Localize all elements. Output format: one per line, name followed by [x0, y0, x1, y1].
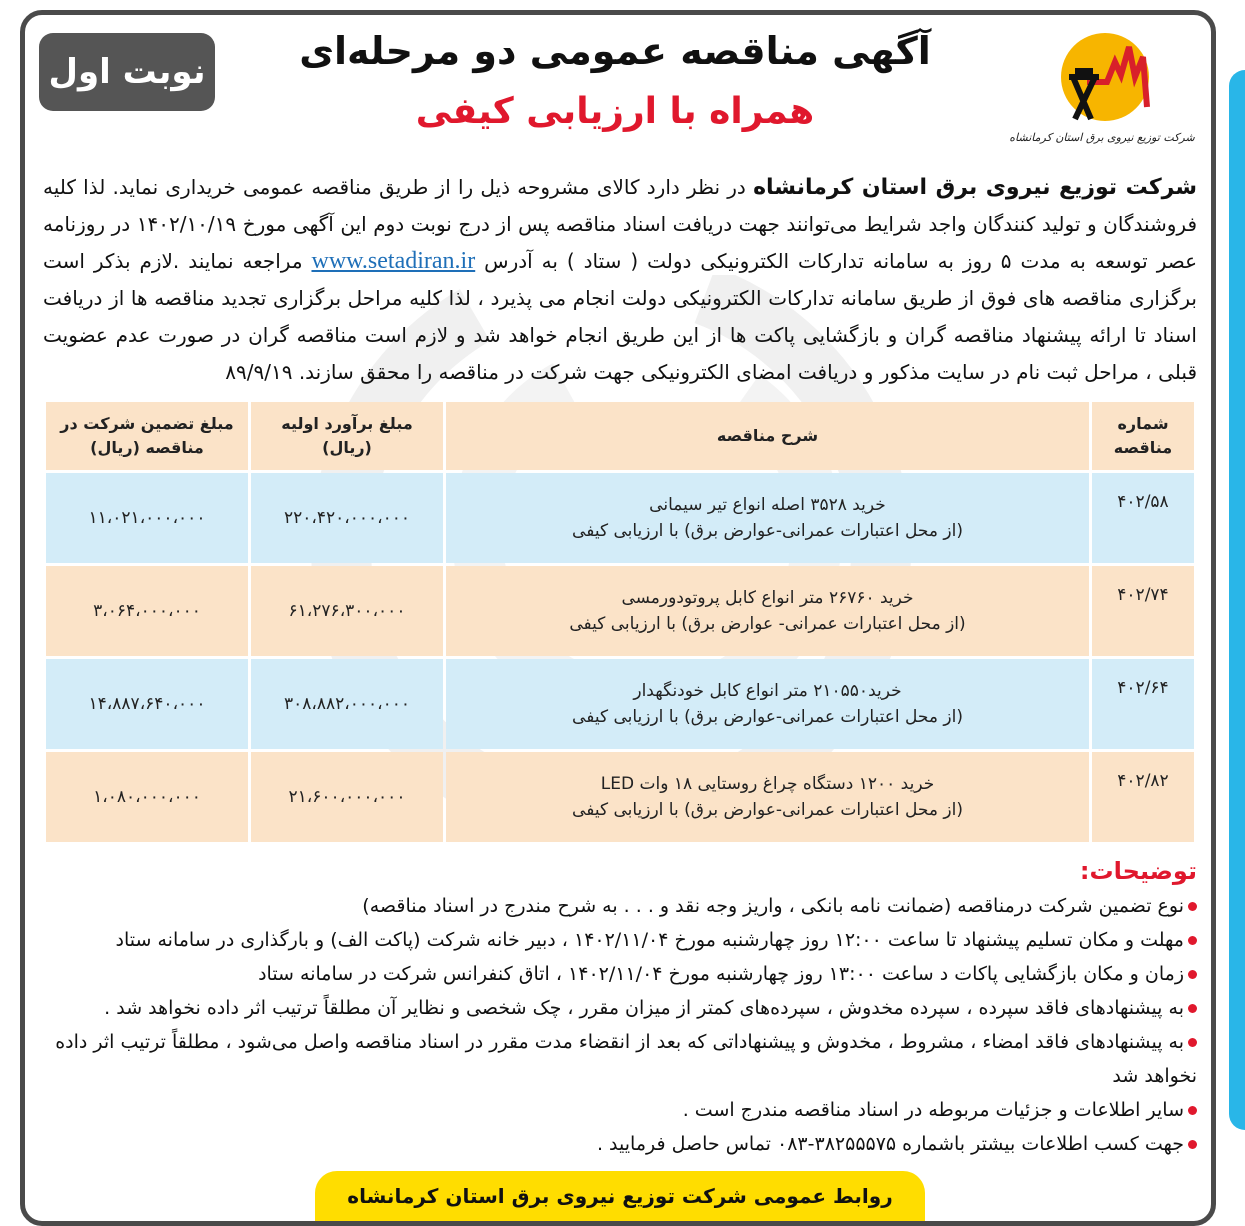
advertisement-frame — [20, 10, 1216, 1226]
tender-description — [446, 473, 1089, 563]
notes-list — [43, 889, 1197, 1161]
note-item — [43, 923, 1197, 957]
page-subtitle: همراه با ارزیابی کیفی — [415, 91, 815, 132]
bullet-icon — [1188, 936, 1197, 945]
description-line-2: (از محل اعتبارات عمرانی-عوارض برق) با ارزیابی کیفی — [572, 707, 963, 727]
note-item — [43, 1093, 1197, 1127]
header-estimate: مبلغ برآورد اولیه (ریال) — [251, 402, 443, 470]
tender-number: ۴۰۲/۷۴ — [1092, 566, 1194, 656]
note-text: نوع تضمین شرکت درمناقصه (ضمانت نامه بانکی ، واریز وجه نقد و . . . به شرح مندرج در اسناد مناقصه) — [362, 895, 1184, 917]
footer-banner: روابط عمومی شرکت توزیع نیروی برق استان کرمانشاه — [315, 1171, 925, 1221]
intro-text-1: در نظر دارد کالای مشروحه ذیل را از طریق مناقصه عمومی خریداری نماید. لذا کلیه فروشندگان و تولید کنندگان واجد شرایط می‌توانند جهت دریافت اسناد مناقصه پس از درج نوبت دوم این آگهی مورخ ۱۴۰۲/۱۰/۱۹ در روزنامه عصر توسعه به مدت ۵ روز به سامانه تدارکات الکترونیکی دولت ( ستاد ) به آدرس — [43, 175, 1198, 273]
company-logo — [1007, 27, 1197, 144]
table-row — [46, 473, 1194, 563]
note-text: مهلت و مکان تسلیم پیشنهاد تا ساعت ۱۲:۰۰ روز چهارشنبه مورخ ۱۴۰۲/۱۱/۰۴ ، دبیر خانه شرکت (پاکت الف) و بارگذاری در سامانه ستاد — [115, 929, 1184, 951]
header-number: شماره مناقصه — [1092, 402, 1194, 470]
decorative-strip-right — [1229, 70, 1245, 1130]
company-name: شرکت توزیع نیروی برق استان کرمانشاه — [753, 175, 1197, 200]
note-text: سایر اطلاعات و جزئیات مربوطه در اسناد مناقصه مندرج است . — [682, 1099, 1184, 1121]
header-guarantee: مبلغ تضمین شرکت در مناقصه (ریال) — [46, 402, 248, 470]
estimate-amount: ۳۰۸،۸۸۲،۰۰۰،۰۰۰ — [251, 659, 443, 749]
bullet-icon — [1188, 970, 1197, 979]
description-line-2: (از محل اعتبارات عمرانی- عوارض برق) با ارزیابی کیفی — [569, 614, 966, 634]
bullet-icon — [1188, 1106, 1197, 1115]
guarantee-amount: ۱،۰۸۰،۰۰۰،۰۰۰ — [46, 752, 248, 842]
description-line-2: (از محل اعتبارات عمرانی-عوارض برق) با ارزیابی کیفی — [572, 800, 963, 820]
intro-text-2: مراجعه نمایند .لازم بذکر است برگزاری مناقصه های فوق از طریق سامانه تدارکات الکترونیکی دولت انجام می پذیرد ، لذا کلیه مراحل برگزاری تجدید مناقصه ها از دریافت اسناد تا ارائه پیشنهاد مناقصه گران و بازگشایی پاکت ها از این طریق انجام خواهد شد و لازم است مناقصه گران در صورت عدم عضویت قبلی ، مراحل ثبت نام در سایت مذکور و دریافت امضای الکترونیکی جهت شرکت در مناقصه را محقق سازند. ۸۹/۹/۱۹ — [43, 249, 1197, 384]
note-item — [43, 889, 1197, 923]
tender-number: ۴۰۲/۶۴ — [1092, 659, 1194, 749]
note-text: زمان و مکان بازگشایی پاکات د ساعت ۱۳:۰۰ روز چهارشنبه مورخ ۱۴۰۲/۱۱/۰۴ ، اتاق کنفرانس شرکت در سامانه ستاد — [258, 963, 1184, 985]
note-item — [43, 957, 1197, 991]
table-row — [46, 659, 1194, 749]
estimate-amount: ۶۱،۲۷۶،۳۰۰،۰۰۰ — [251, 566, 443, 656]
description-line-1: خرید ۱۲۰۰ دستگاه چراغ روستایی ۱۸ وات LED — [600, 774, 935, 794]
intro-paragraph — [43, 169, 1197, 391]
note-item — [43, 1127, 1197, 1161]
tender-number: ۴۰۲/۵۸ — [1092, 473, 1194, 563]
bullet-icon — [1188, 902, 1197, 911]
power-tower-logo-icon — [1047, 27, 1157, 127]
notes-title: توضیحات: — [1079, 857, 1197, 885]
estimate-amount: ۲۲۰،۴۲۰،۰۰۰،۰۰۰ — [251, 473, 443, 563]
note-item — [43, 1025, 1197, 1093]
tender-description — [446, 566, 1089, 656]
note-item — [43, 991, 1197, 1025]
note-text: جهت کسب اطلاعات بیشتر باشماره ۳۸۲۵۵۵۷۵-۰۸۳ تماس حاصل فرمایید . — [596, 1133, 1184, 1155]
table-row — [46, 566, 1194, 656]
guarantee-amount: ۱۱،۰۲۱،۰۰۰،۰۰۰ — [46, 473, 248, 563]
header-description: شرح مناقصه — [446, 402, 1089, 470]
description-line-1: خرید۲۱۰۵۵۰ متر انواع کابل خودنگهدار — [633, 681, 902, 701]
page-title: آگهی مناقصه عمومی دو مرحله‌ای — [299, 29, 931, 73]
edition-badge: نوبت اول — [39, 33, 215, 111]
note-text: به پیشنهادهای فاقد امضاء ، مشروط ، مخدوش و پیشنهاداتی که بعد از انقضاء مدت مقرر در اسناد مناقصه واصل می‌شود ، مطلقاً ترتیب اثر داده نخواهد شد — [55, 1031, 1197, 1087]
header — [43, 15, 1197, 163]
tender-description — [446, 659, 1089, 749]
logo-text: شرکت توزیع نیروی برق استان کرمانشاه — [1009, 131, 1195, 144]
note-text: به پیشنهادهای فاقد سپرده ، سپرده مخدوش ، سپرده‌های کمتر از میزان مقرر ، چک شخصی و نظایر آن مطلقاً ترتیب اثر داده نخواهد شد . — [104, 997, 1184, 1019]
tender-table — [43, 399, 1197, 845]
guarantee-amount: ۳،۰۶۴،۰۰۰،۰۰۰ — [46, 566, 248, 656]
bullet-icon — [1188, 1038, 1197, 1047]
estimate-amount: ۲۱،۶۰۰،۰۰۰،۰۰۰ — [251, 752, 443, 842]
tender-description — [446, 752, 1089, 842]
tender-number: ۴۰۲/۸۲ — [1092, 752, 1194, 842]
guarantee-amount: ۱۴،۸۸۷،۶۴۰،۰۰۰ — [46, 659, 248, 749]
setad-link[interactable]: www.setadiran.ir — [311, 248, 476, 274]
bullet-icon — [1188, 1004, 1197, 1013]
description-line-1: خرید ۲۶۷۶۰ متر انواع کابل پروتودورمسی — [621, 588, 914, 608]
table-row — [46, 752, 1194, 842]
description-line-1: خرید ۳۵۲۸ اصله انواع تیر سیمانی — [649, 495, 886, 515]
bullet-icon — [1188, 1140, 1197, 1149]
description-line-2: (از محل اعتبارات عمرانی-عوارض برق) با ارزیابی کیفی — [572, 521, 963, 541]
table-header-row — [46, 402, 1194, 470]
